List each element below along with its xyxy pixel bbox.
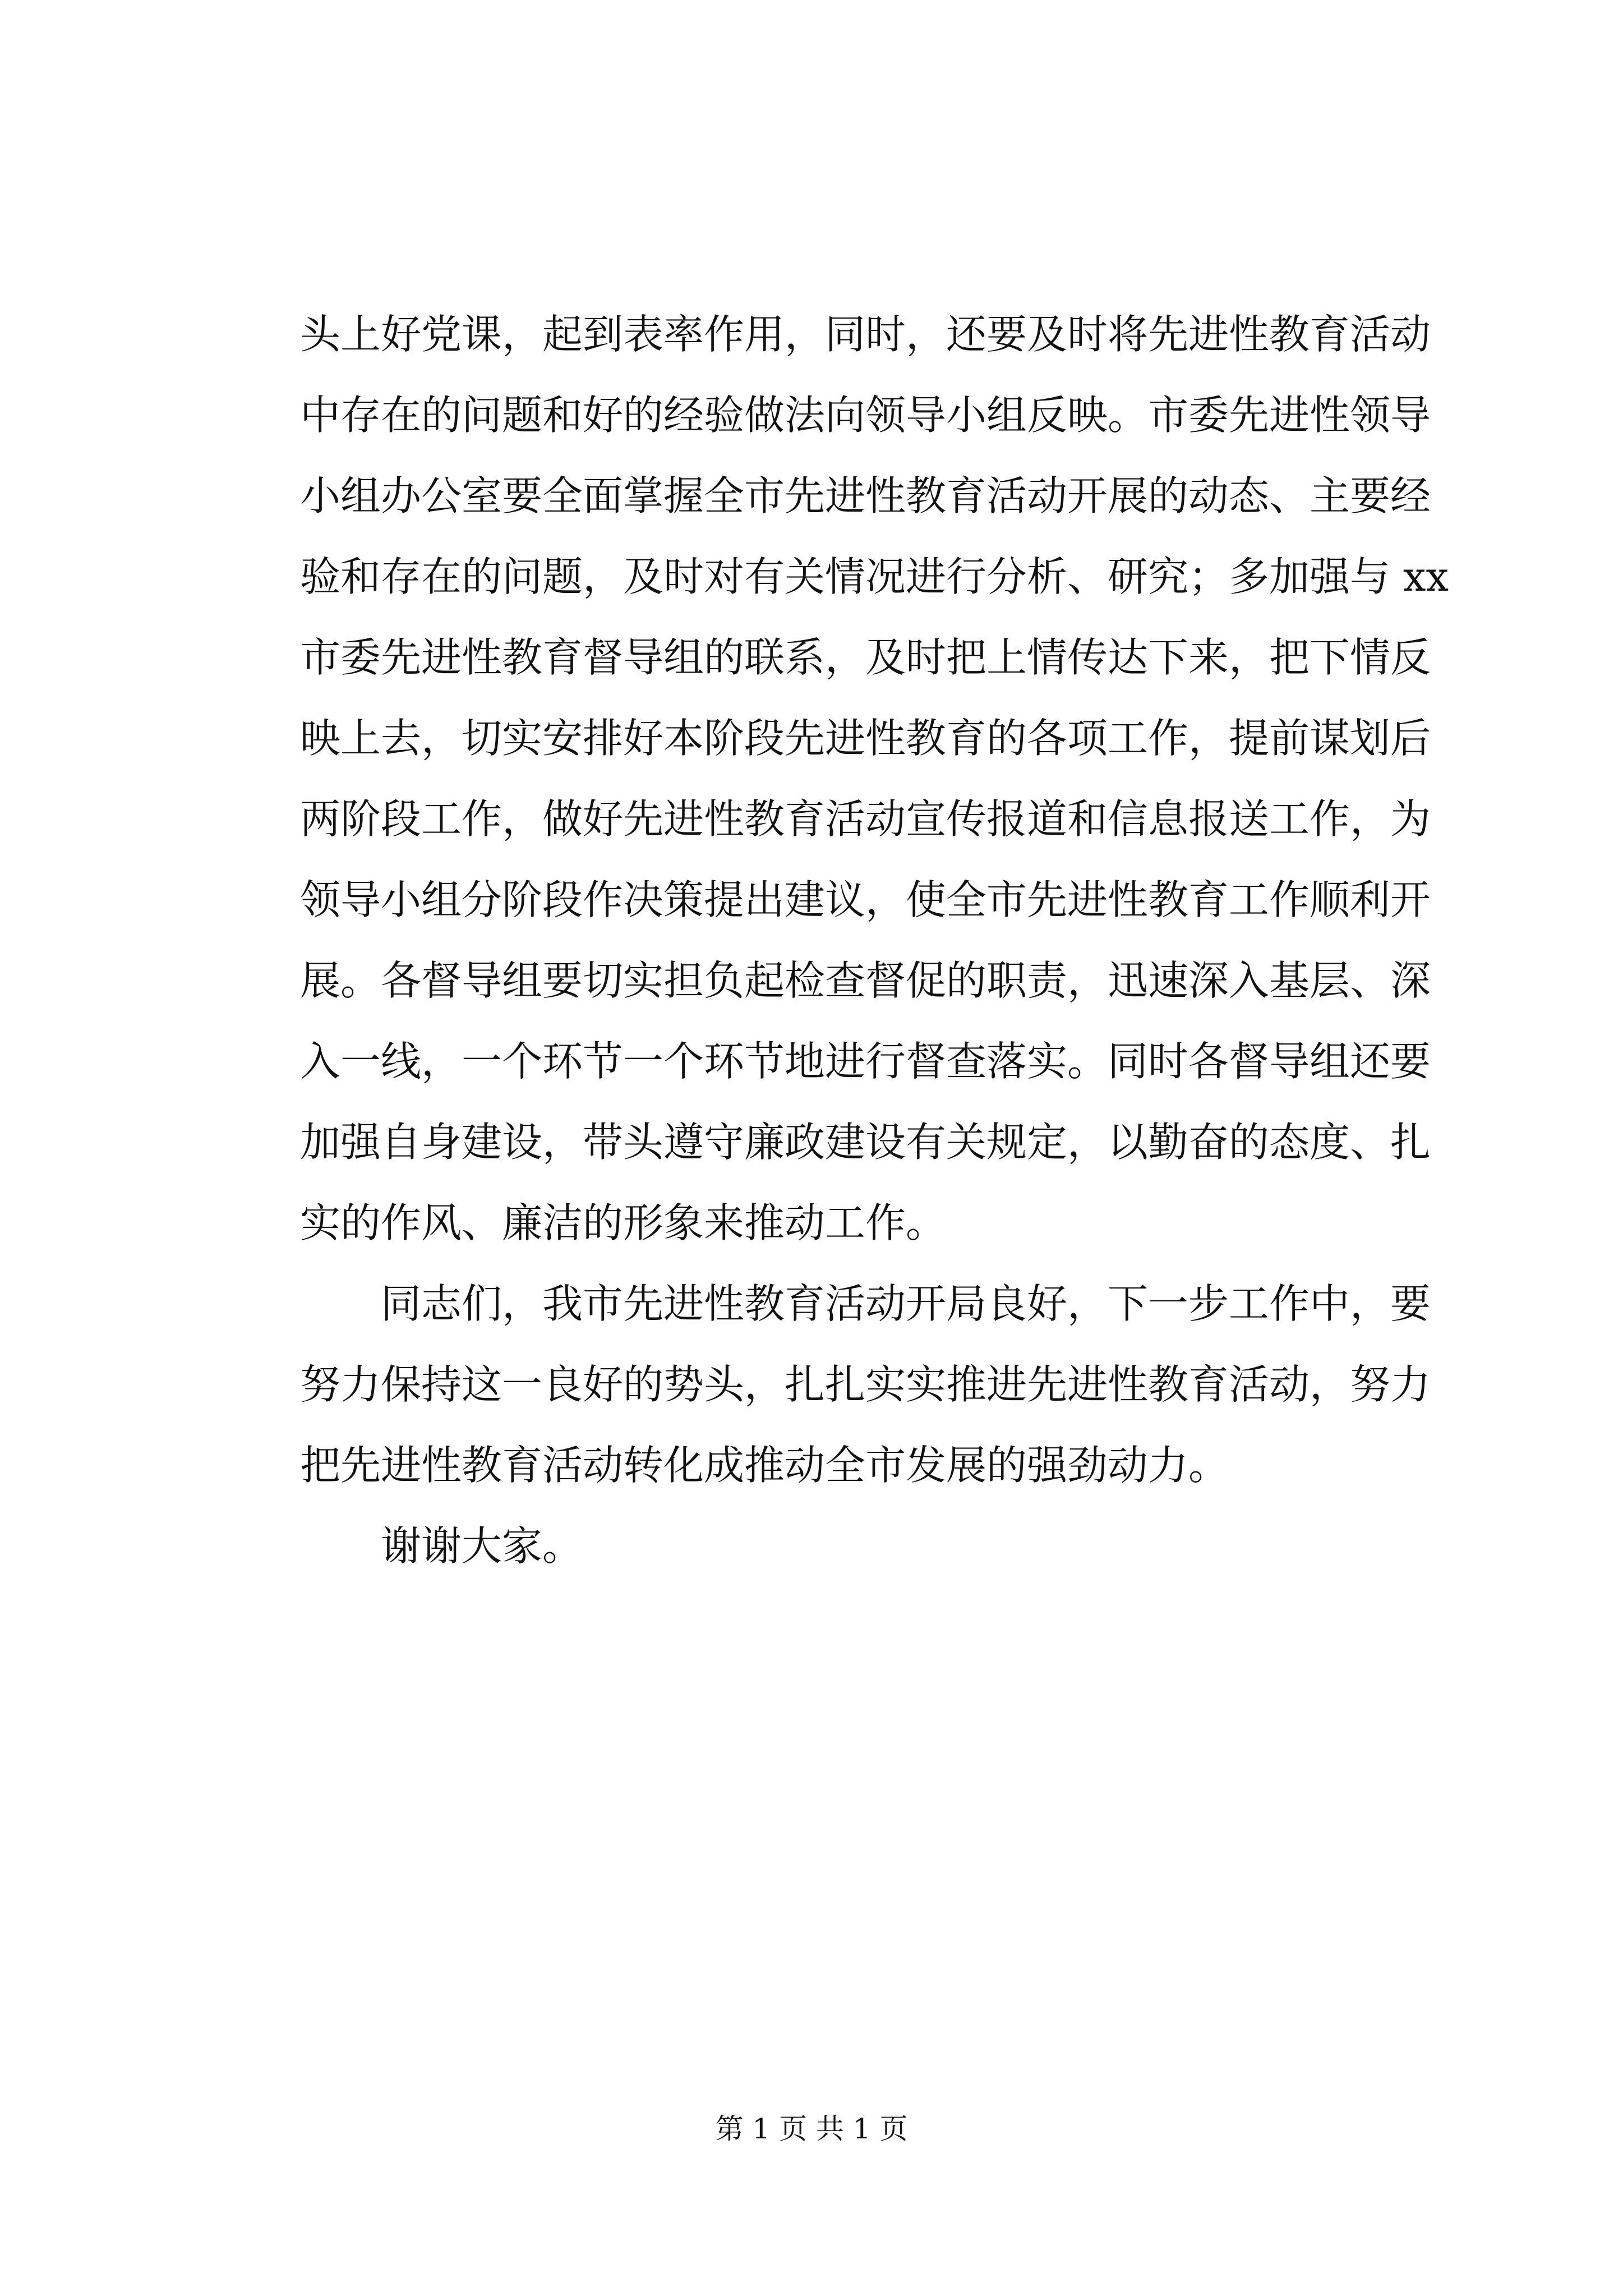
paragraph-line: 努力保持这一良好的势头，扎扎实实推进先进性教育活动，努力 [300,1361,1431,1408]
paragraph-line: 同志们，我市先进性教育活动开局良好，下一步工作中，要 [381,1280,1431,1327]
paragraph-line: 领导小组分阶段作决策提出建议，使全市先进性教育工作顺利开 [300,876,1431,923]
paragraph-line: 展。各督导组要切实担负起检查督促的职责，迅速深入基层、深 [300,957,1431,1004]
page-footer [0,2109,1623,2148]
paragraph-line: 小组办公室要全面掌握全市先进性教育活动开展的动态、主要经 [300,472,1431,519]
page-number-label: 第 1 页 共 1 页 [715,2113,908,2145]
paragraph-2 [300,1263,1431,1506]
paragraph-line: 入一线，一个环节一个环节地进行督查落实。同时各督导组还要 [300,1038,1431,1085]
paragraph-line: 实的作风、廉洁的形象来推动工作。 [300,1199,947,1246]
paragraph-line: 中存在的问题和好的经验做法向领导小组反映。市委先进性领导 [300,392,1431,439]
paragraph-line: 谢谢大家。 [381,1522,583,1570]
paragraph-3 [300,1506,1416,1586]
paragraph-line: 头上好党课，起到表率作用，同时，还要及时将先进性教育活动 [300,311,1431,358]
paragraph-line: 加强自身建设，带头遵守廉政建设有关规定，以勤奋的态度、扎 [300,1119,1431,1166]
paragraph-line: 映上去，切实安排好本阶段先进性教育的各项工作，提前谋划后 [300,715,1431,762]
document-body [300,294,1449,1586]
paragraph-line: 市委先进性教育督导组的联系，及时把上情传达下来，把下情反 [300,634,1431,681]
paragraph-line: 验和存在的问题，及时对有关情况进行分析、研究；多加强与 xx [300,553,1449,600]
paragraph-line: 两阶段工作，做好先进性教育活动宣传报道和信息报送工作，为 [300,795,1431,843]
paragraph-1 [300,294,1449,1263]
paragraph-line: 把先进性教育活动转化成推动全市发展的强劲动力。 [300,1442,1229,1489]
